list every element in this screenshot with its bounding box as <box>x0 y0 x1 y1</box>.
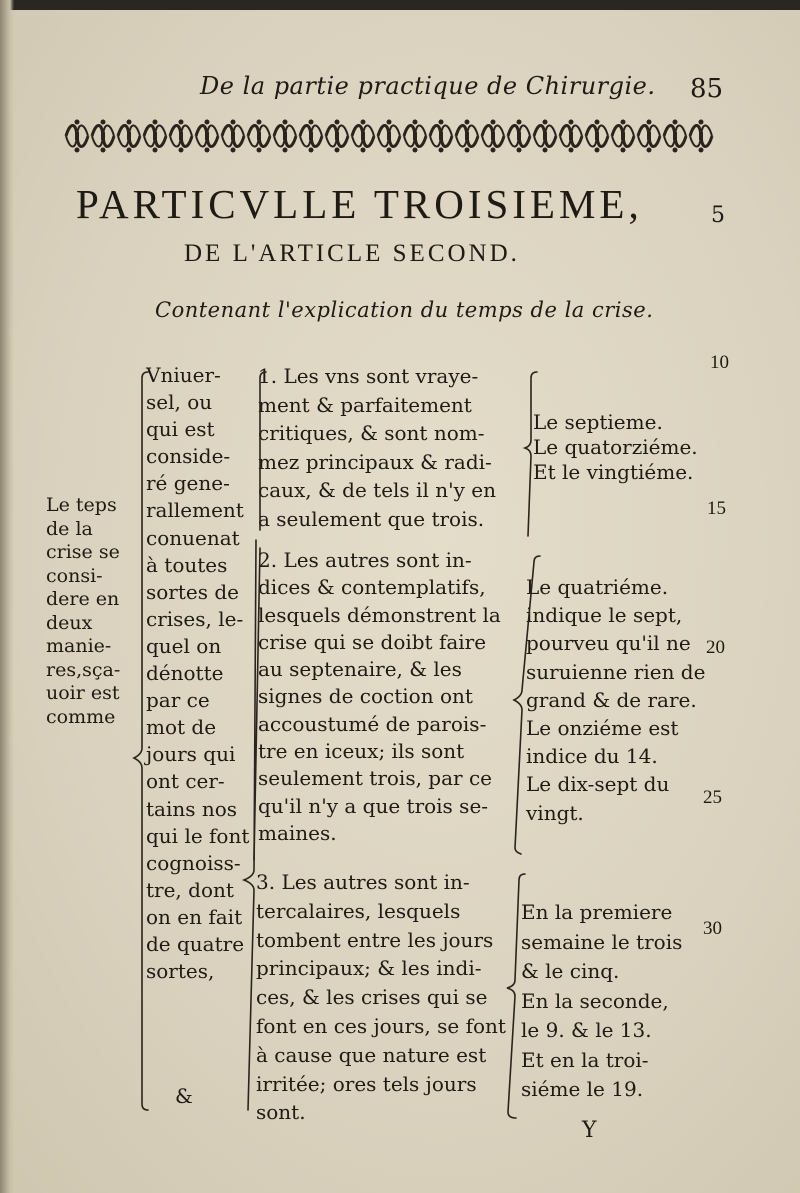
scan-top-edge <box>0 0 800 10</box>
text-line: Le dix-sept du <box>526 772 670 797</box>
text-line: vingt. <box>526 800 584 825</box>
text-line: ré gene- <box>146 471 230 496</box>
signature-mark: Y <box>582 1118 597 1143</box>
text-line: Le teps <box>46 494 117 516</box>
text-line: sont. <box>256 1100 306 1125</box>
text-line: suruienne rien de <box>526 659 706 684</box>
text-line: Le onziéme est <box>526 716 679 741</box>
text-line: dénotte <box>146 661 224 686</box>
page-number: 85 <box>690 74 724 104</box>
text-line: uoir est <box>46 682 120 704</box>
running-title: De la partie practique de Chirurgie. <box>200 72 656 100</box>
text-line: font en ces jours, se font <box>256 1013 506 1038</box>
text-line: tre, dont <box>146 877 234 902</box>
column-indicative-list <box>526 573 705 827</box>
text-line: qui le font <box>146 823 250 848</box>
text-line: a seulement que trois. <box>258 506 485 531</box>
text-line: accoustumé de parois- <box>258 711 487 736</box>
line-number-20: 20 <box>706 637 725 658</box>
text-line: pourveu qu'il ne <box>526 631 691 656</box>
text-line: conside- <box>146 444 231 469</box>
text-line: 1. Les vns sont vraye- <box>258 364 479 388</box>
text-line: Le septieme. <box>533 410 663 434</box>
text-line: En la seconde, <box>521 988 669 1013</box>
text-line: principaux; & les indi- <box>256 956 482 981</box>
text-line: Vniuer- <box>146 363 221 387</box>
text-line: sel, ou <box>146 390 213 415</box>
text-line: de la <box>46 517 93 540</box>
text-line: siéme le 19. <box>521 1077 644 1101</box>
text-line: & le cinq. <box>521 959 620 983</box>
text-line: res,sça- <box>46 658 121 681</box>
section-title: PARTICVLLE TROISIEME, <box>76 181 643 227</box>
text-line: par ce <box>146 688 210 713</box>
column-definition <box>46 494 120 729</box>
text-line: 3. Les autres sont in- <box>256 870 470 894</box>
text-line: ont cer- <box>146 769 225 794</box>
text-line: indice du 14. <box>526 744 658 769</box>
text-line: seulement trois, par ce <box>258 766 492 791</box>
text-line: rallement <box>146 498 244 523</box>
text-line: ment & parfaitement <box>258 392 472 417</box>
text-line: crises, le- <box>146 606 244 631</box>
text-line: 2. Les autres sont in- <box>258 548 472 572</box>
text-line: dices & contemplatifs, <box>258 575 486 600</box>
column-intercalary-list <box>521 898 682 1105</box>
text-line: maines. <box>258 820 337 845</box>
text-line: tercalaires, lesquels <box>256 898 461 923</box>
text-line: crise qui se doibt faire <box>258 629 487 654</box>
text-line: conuenat <box>146 525 240 550</box>
text-line: Et le vingtiéme. <box>533 460 694 484</box>
text-line: le 9. & le 13. <box>521 1018 652 1042</box>
text-line: sortes de <box>146 579 239 604</box>
text-line: grand & de rare. <box>526 687 697 712</box>
text-line: qui est <box>146 417 215 442</box>
column-universal <box>146 362 249 985</box>
text-line: consi- <box>46 564 103 587</box>
text-line: tombent entre les jours <box>256 927 494 952</box>
text-line: En la premiere <box>521 900 673 924</box>
line-number-15: 15 <box>707 498 726 519</box>
text-line: cognoiss- <box>146 850 241 875</box>
ampersand-mark: & <box>175 1084 193 1108</box>
text-line: crise se <box>46 541 120 563</box>
text-line: comme <box>46 705 116 728</box>
text-line: on en fait <box>146 904 243 929</box>
column-indicative-days <box>258 547 501 847</box>
text-line: qu'il n'y a que trois se- <box>258 793 489 818</box>
text-line: manie- <box>46 635 112 657</box>
text-line: à toutes <box>146 552 228 577</box>
line-number-25: 25 <box>703 787 722 808</box>
text-line: au septenaire, & les <box>258 657 462 682</box>
text-line: Le quatriéme. <box>526 575 669 599</box>
text-line: tre en iceux; ils sont <box>258 739 465 764</box>
text-line: critiques, & sont nom- <box>258 421 485 445</box>
text-line: mot de <box>146 715 217 740</box>
text-line: quel on <box>146 633 222 658</box>
text-line: lesquels démonstrent la <box>258 602 501 627</box>
column-intercalary-days <box>256 868 506 1127</box>
column-critical-list <box>533 410 698 485</box>
text-line: de quatre <box>146 931 245 956</box>
text-line: dere en <box>46 588 120 610</box>
decorative-ornament-band <box>64 116 714 156</box>
text-line: signes de coction ont <box>258 684 473 709</box>
section-caption: Contenant l'explication du temps de la crise. <box>155 298 654 322</box>
text-line: irritée; ores tels jours <box>256 1071 477 1096</box>
text-line: Le quatorziéme. <box>533 435 698 459</box>
text-line: ces, & les crises qui se <box>256 985 488 1010</box>
title-mark: 5 <box>711 203 725 228</box>
text-line: à cause que nature est <box>256 1042 487 1067</box>
text-line: sortes, <box>146 959 215 984</box>
column-critical-days <box>258 362 496 533</box>
text-line: caux, & de tels il n'y en <box>258 478 496 502</box>
text-line: indique le sept, <box>526 603 683 628</box>
page-gutter-edge <box>0 0 14 1193</box>
line-number-10: 10 <box>710 352 729 373</box>
section-subtitle: DE L'ARTICLE SECOND. <box>184 240 520 267</box>
text-line: jours qui <box>146 742 236 767</box>
text-line: semaine le trois <box>521 929 683 954</box>
line-number-30: 30 <box>703 918 722 939</box>
text-line: mez principaux & radi- <box>258 449 492 474</box>
text-line: tains nos <box>146 796 238 821</box>
text-line: deux <box>46 611 93 634</box>
text-line: Et en la troi- <box>521 1047 649 1072</box>
